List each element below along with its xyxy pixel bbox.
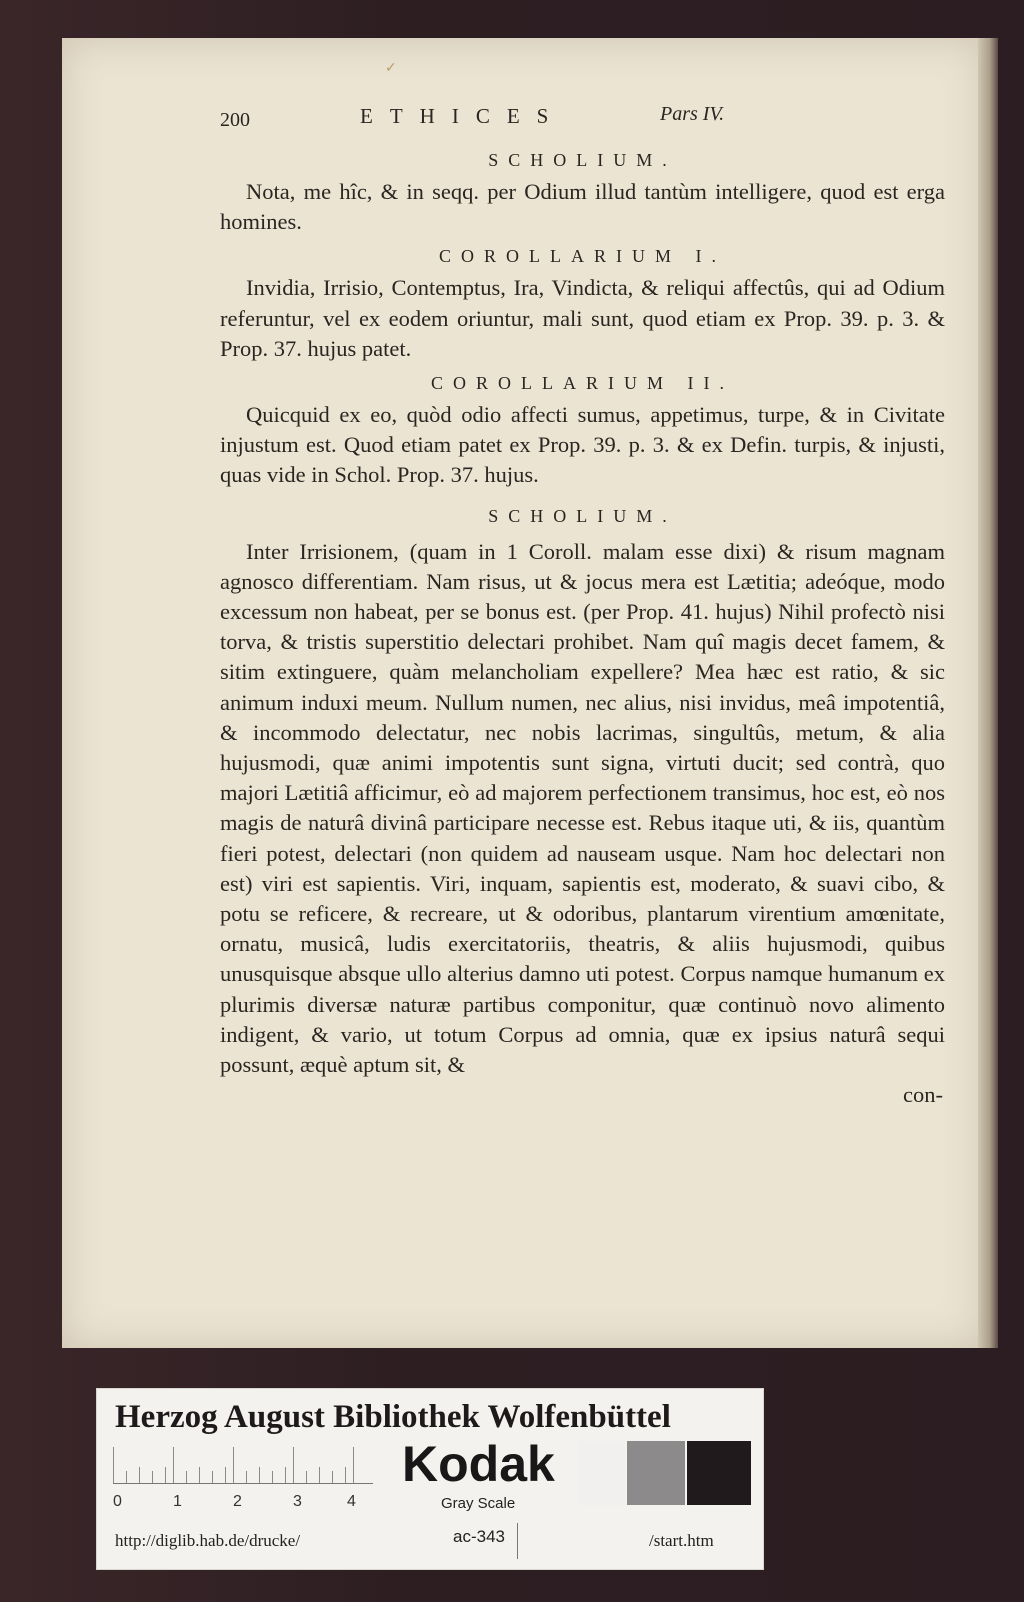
section-heading: SCHOLIUM.: [488, 505, 677, 526]
paragraph: Nota, me hîc, & in seqq. per Odium illud tantùm intelligere, quod est erga homines.: [220, 179, 945, 235]
ruler-label: 0: [113, 1493, 122, 1510]
section-heading: COROLLARIUM II.: [431, 373, 734, 394]
card-code: ac-343: [453, 1527, 505, 1546]
section-heading: COROLLARIUM I.: [439, 246, 726, 267]
color-calibration-card: [96, 1388, 764, 1570]
kodak-brand: Kodak: [402, 1436, 555, 1492]
paragraph: Invidia, Irrisio, Contemptus, Ira, Vindicta, & reliqui affectûs, qui ad Odium referuntur, vel ex eodem oriuntur, mali sunt, quod etiam ex Prop. 39. p. 3. & Prop. 37. hujus patet.: [220, 275, 945, 361]
gray-swatch-dark: [687, 1441, 751, 1505]
paragraph: Quicquid ex eo, quòd odio affecti sumus, appetimus, turpe, & in Civitate injustum est. Quod etiam patet ex Prop. 39. p. 3. & ex Defin. turpis, & injusti, quas vide in Schol. Prop. 37. hujus.: [220, 402, 945, 488]
paragraph: Inter Irrisionem, (quam in 1 Coroll. malam esse dixi) & risum magnam agnosco differentiam. Nam risus, ut & jocus mera est Lætitia; adeóque, modo excessum non habeat, per se bonus est. (per Prop. 41. hujus) Nihil profectò nisi torva, & tristis superstitio delectari prohibet. Nam quî magis decet famem, & sitim extinguere, quàm melancholiam expellere? Mea hæc est ratio, & sic animum induxi meum. Nullum numen, nec alius, nisi invidus, meâ impotentiâ, & incommodo delectatur, nec nobis lacrimas, singultûs, metum, & alia hujusmodi, quæ animi impotentis sunt signa, virtuti ducit; sed contrà, quo majori Lætitiâ afficimur, eò ad majorem perfectionem transimus, hoc est, eò nos magis de naturâ divinâ participare necesse est. Rebus itaque uti, & iis, quantùm fieri potest, delectari (non quidem ad nauseam usque. Nam hoc delectari non est) viri est sapientis. Viri, inquam, sapientis est, moderato, & suavi cibo, & potu se reficere, & recreare, ut & odoribus, plantarum virentium amœnitate, ornatu, musicâ, ludis exercitatoriis, theatris, & aliis hujusmodi, quibus unusquisque absque ullo alterius damno uti potest. Corpus namque humanum ex plurimis diversæ naturæ partibus componitur, quæ continuò novo alimento indigent, & vario, ut totum Corpus ad omnia, quæ ex ipsius naturâ sequi possunt, æquè aptum sit, &: [220, 538, 945, 1078]
section-heading: SCHOLIUM.: [488, 150, 677, 170]
page-edge: [978, 38, 998, 1348]
gray-swatch-mid: [627, 1441, 685, 1505]
ruler-label: 1: [173, 1493, 182, 1510]
grayscale-label: Gray Scale: [441, 1495, 516, 1512]
card-divider: [517, 1523, 518, 1559]
running-header: [220, 95, 945, 139]
ruler-label: 3: [293, 1493, 302, 1510]
catchword: con-: [903, 1082, 943, 1108]
card-start-path: /start.htm: [649, 1531, 714, 1550]
gray-swatch-light: [577, 1441, 625, 1505]
page-number: 200: [220, 109, 250, 131]
ruler-label: 4: [347, 1493, 356, 1510]
card-url: http://diglib.hab.de/drucke/: [115, 1531, 301, 1550]
ink-mark-icon: ✓: [385, 60, 397, 76]
ruler-label: 2: [233, 1493, 242, 1510]
scale-ruler: [113, 1447, 373, 1484]
running-title: ETHICES: [360, 104, 566, 128]
library-title: Herzog August Bibliothek Wolfenbüttel: [115, 1399, 671, 1435]
part-label: Pars IV.: [660, 103, 725, 125]
page-text: [220, 95, 945, 1110]
